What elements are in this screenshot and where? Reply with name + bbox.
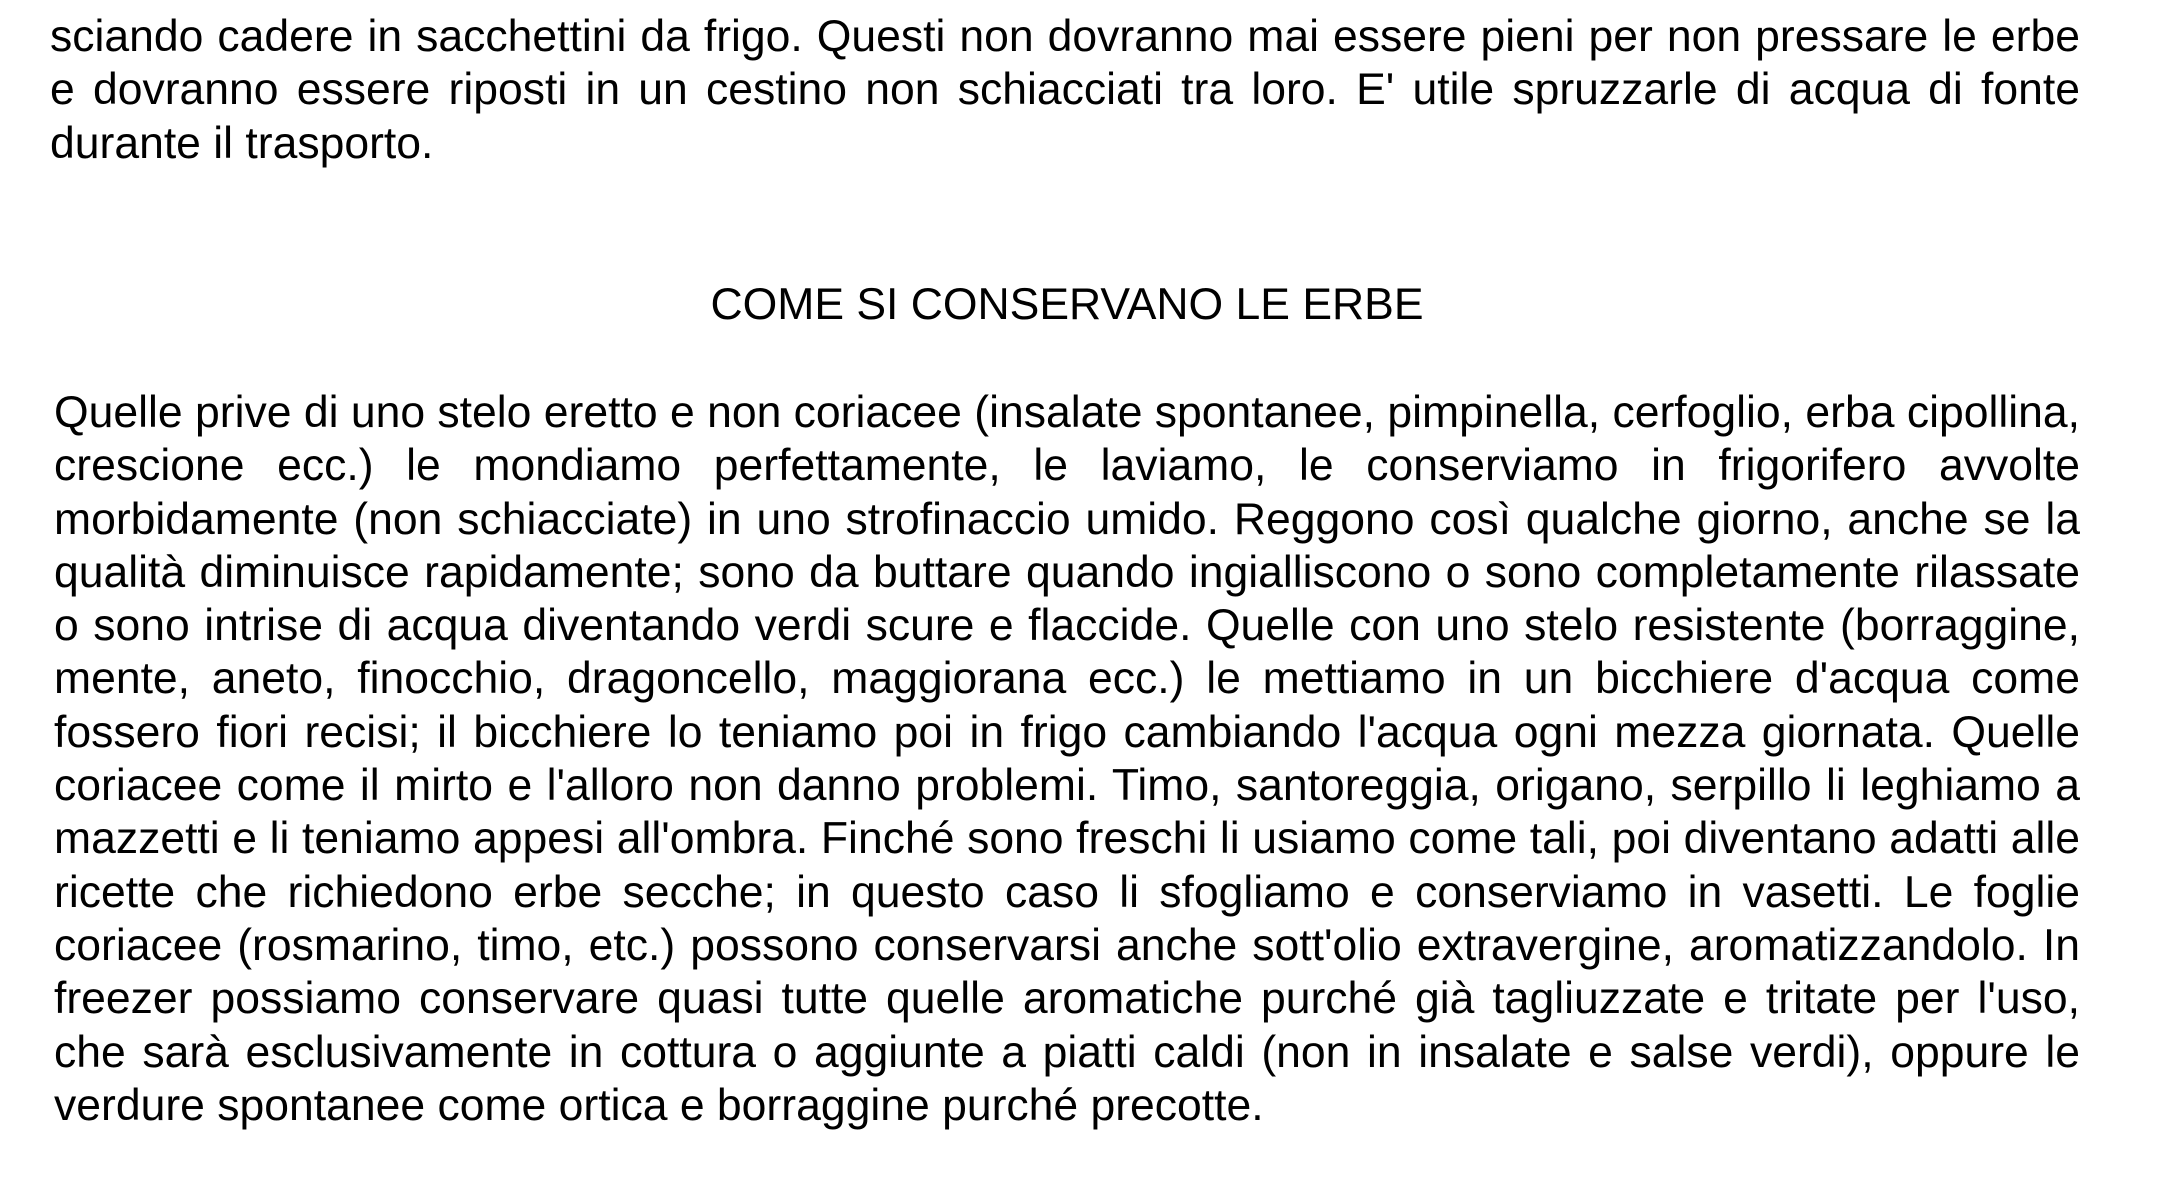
body-paragraph: Quelle prive di uno stelo eretto e non coriacee (insalate spontanee, pimpinella, cerfoglio, erba cipollina, crescione ecc.) le mondiamo perfettamente, le laviamo, le conserviamo in frigorifero avvolte morbidamente (non schiacciate) in uno strofinaccio umido. Reggono così qualche giorno, anche se la qualità diminuisce rapidamente; sono da buttare quando ingialliscono o sono completamente rilassate o sono intrise di acqua diventando verdi scure e flaccide. Quelle con uno stelo resistente (borraggine, mente, aneto, finocchio, dragoncello, maggiorana ecc.) le mettiamo in un bicchiere d'acqua come fossero fiori recisi; il bicchiere lo teniamo poi in frigo cambiando l'acqua ogni mezza giornata. Quelle coriacee come il mirto e l'alloro non danno problemi. Timo, santoreggia, origano, serpillo li leghiamo a mazzetti e li teniamo appesi all'ombra. Finché sono freschi li usiamo come tali, poi diventano adatti alle ricette che richiedono erbe secche; in questo caso li sfogliamo e conserviamo in vasetti. Le foglie coriacee (rosmarino, timo, etc.) possono conservarsi anche sott'olio extravergine, aromatizzandolo. In freezer possiamo conservare quasi tutte quelle aromatiche purché già tagliuzzate e tritate per l'uso, che sarà esclusivamente in cottura o aggiunte a piatti caldi (non in insalate e salse verdi), oppure le verdure spontanee come ortica e borraggine purché precotte. (54, 388, 2080, 1130)
section-heading: COME SI CONSERVANO LE ERBE (710, 280, 1424, 329)
intro-paragraph: sciando cadere in sacchettini da frigo. Questi non dovranno mai essere pieni per non pressare le erbe e dovranno essere riposti in un cestino non schiacciati tra loro. E' utile spruzzarle di acqua di fonte durante il trasporto. (50, 12, 2080, 168)
